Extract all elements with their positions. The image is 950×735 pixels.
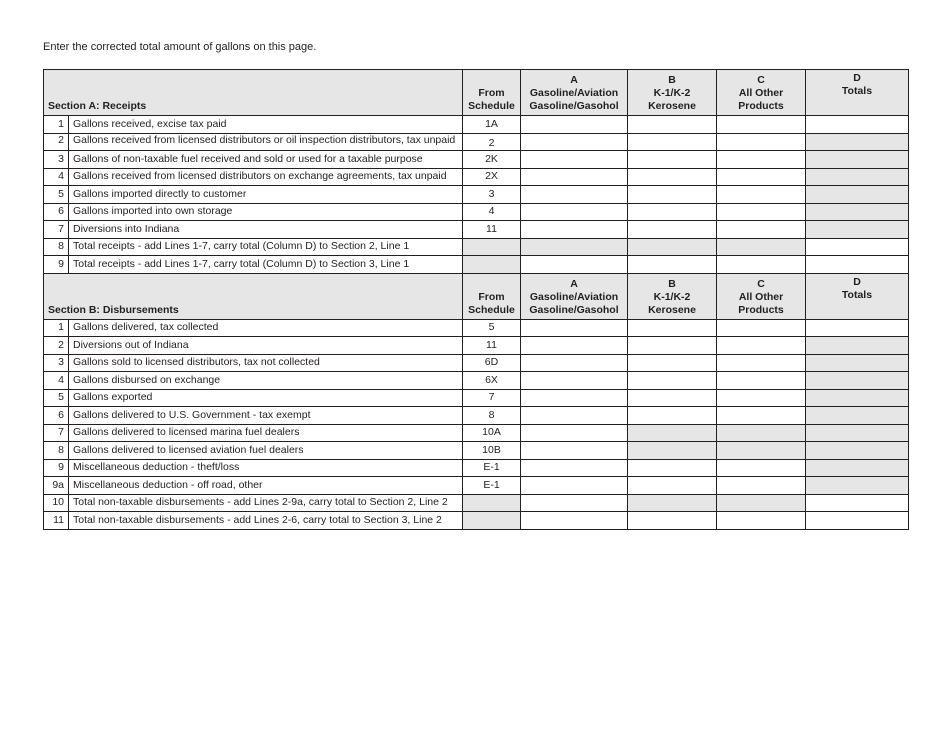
- column-a-amount-field[interactable]: [521, 389, 628, 407]
- line-number: 4: [44, 168, 69, 186]
- column-c-amount-field[interactable]: [717, 116, 806, 134]
- schedule-cell: E-1: [463, 477, 521, 495]
- column-a-header-line: A: [570, 74, 578, 86]
- line-number: 9: [44, 256, 69, 274]
- column-b-amount-field[interactable]: [628, 512, 717, 530]
- column-d-header-line: Totals: [841, 85, 873, 97]
- column-b-amount-field[interactable]: [628, 221, 717, 239]
- line-number: 9: [44, 459, 69, 477]
- column-c-amount-field[interactable]: [717, 203, 806, 221]
- schedule-cell: 5: [463, 319, 521, 337]
- section-a-row-9: [44, 256, 909, 274]
- section-a-row-2: [44, 133, 909, 151]
- column-a-header-line: Gasoline/Aviation: [529, 87, 619, 99]
- column-c-amount-field[interactable]: [717, 168, 806, 186]
- column-b-amount-field[interactable]: [628, 459, 717, 477]
- line-number: 3: [44, 354, 69, 372]
- section-a-column-a-header: [521, 70, 628, 116]
- column-a-amount-field[interactable]: [521, 116, 628, 134]
- schedule-cell: 2: [463, 133, 521, 151]
- column-a-header-line: Gasoline/Gasohol: [529, 100, 619, 112]
- line-description: Total receipts - add Lines 1-7, carry total (Column D) to Section 2, Line 1: [69, 238, 463, 256]
- section-b-row-2: [44, 337, 909, 355]
- column-d-amount-field: [806, 424, 909, 442]
- column-d-amount-field: [806, 477, 909, 495]
- line-number: 1: [44, 319, 69, 337]
- schedule-cell: 7: [463, 389, 521, 407]
- column-d-header-line: D: [853, 72, 861, 84]
- column-c-amount-field[interactable]: [717, 337, 806, 355]
- column-b-amount-field[interactable]: [628, 168, 717, 186]
- column-d-amount-field: [806, 407, 909, 425]
- column-b-amount-field[interactable]: [628, 186, 717, 204]
- column-d-amount-field[interactable]: [806, 494, 909, 512]
- section-b-title: Section B: Disbursements: [44, 273, 463, 319]
- column-a-amount-field[interactable]: [521, 256, 628, 274]
- column-c-header-line: All Other: [738, 87, 784, 99]
- column-a-amount-field[interactable]: [521, 442, 628, 460]
- column-b-amount-field[interactable]: [628, 337, 717, 355]
- column-b-header-line: B: [668, 74, 676, 86]
- column-d-header-line: Totals: [841, 288, 873, 301]
- line-number: 8: [44, 238, 69, 256]
- column-c-amount-field[interactable]: [717, 407, 806, 425]
- column-a-amount-field[interactable]: [521, 424, 628, 442]
- schedule-cell: [463, 256, 521, 274]
- section-a-row-3: [44, 151, 909, 169]
- section-a-title: Section A: Receipts: [44, 70, 463, 116]
- section-b-row-4: [44, 372, 909, 390]
- column-b-amount-field[interactable]: [628, 116, 717, 134]
- section-b-row-7: [44, 424, 909, 442]
- schedule-cell: [463, 512, 521, 530]
- column-a-header-line: A: [570, 277, 578, 290]
- column-a-amount-field[interactable]: [521, 494, 628, 512]
- line-description: Miscellaneous deduction - theft/loss: [69, 459, 463, 477]
- column-d-amount-field[interactable]: [806, 116, 909, 134]
- line-number: 9a: [44, 477, 69, 495]
- column-a-amount-field[interactable]: [521, 477, 628, 495]
- column-c-amount-field: [717, 238, 806, 256]
- schedule-cell: 3: [463, 186, 521, 204]
- section-a-row-5: [44, 186, 909, 204]
- line-description: Gallons received from licensed distributors on exchange agreements, tax unpaid: [69, 168, 463, 186]
- column-c-amount-field[interactable]: [717, 256, 806, 274]
- column-a-amount-field[interactable]: [521, 459, 628, 477]
- line-number: 5: [44, 389, 69, 407]
- schedule-cell: 6X: [463, 372, 521, 390]
- schedule-cell: 11: [463, 337, 521, 355]
- section-b-row-11: [44, 512, 909, 530]
- column-a-amount-field[interactable]: [521, 221, 628, 239]
- column-b-header-line: K-1/K-2: [653, 290, 691, 303]
- column-c-amount-field[interactable]: [717, 319, 806, 337]
- column-d-amount-field[interactable]: [806, 256, 909, 274]
- column-d-amount-field: [806, 459, 909, 477]
- line-number: 2: [44, 133, 69, 151]
- section-a-column-c-header: [717, 70, 806, 116]
- line-description: Gallons received from licensed distributors or oil inspection distributors, tax unpaid: [69, 133, 463, 151]
- column-c-amount-field: [717, 442, 806, 460]
- from-schedule-header-line: Schedule: [468, 303, 515, 316]
- section-b-column-a-header: [521, 273, 628, 319]
- section-b-row-1: [44, 319, 909, 337]
- schedule-cell: 4: [463, 203, 521, 221]
- section-b-column-b-header: [628, 273, 717, 319]
- column-c-amount-field[interactable]: [717, 133, 806, 151]
- section-b-row-10: [44, 494, 909, 512]
- column-a-header-line: Gasoline/Aviation: [529, 290, 619, 303]
- line-number: 5: [44, 186, 69, 204]
- column-d-amount-field: [806, 221, 909, 239]
- column-a-amount-field[interactable]: [521, 168, 628, 186]
- section-a-row-8: [44, 238, 909, 256]
- column-a-amount-field[interactable]: [521, 186, 628, 204]
- section-a-column-d-header: [806, 70, 909, 116]
- column-a-amount-field[interactable]: [521, 372, 628, 390]
- column-c-amount-field[interactable]: [717, 512, 806, 530]
- section-a-row-7: [44, 221, 909, 239]
- section-b-from-schedule-header: [463, 273, 521, 319]
- line-number: 4: [44, 372, 69, 390]
- column-a-header-line: Gasoline/Gasohol: [529, 303, 619, 316]
- section-b-row-6: [44, 407, 909, 425]
- column-c-amount-field[interactable]: [717, 477, 806, 495]
- column-d-header-line: D: [853, 275, 861, 288]
- column-c-amount-field[interactable]: [717, 354, 806, 372]
- column-c-header-line: C: [757, 74, 765, 86]
- schedule-cell: 2X: [463, 168, 521, 186]
- line-description: Gallons exported: [69, 389, 463, 407]
- column-c-header-line: C: [757, 277, 765, 290]
- section-b-column-c-header: [717, 273, 806, 319]
- line-description: Total receipts - add Lines 1-7, carry total (Column D) to Section 3, Line 1: [69, 256, 463, 274]
- column-a-amount-field[interactable]: [521, 151, 628, 169]
- line-description: Gallons imported directly to customer: [69, 186, 463, 204]
- line-description: Gallons delivered to licensed marina fuel dealers: [69, 424, 463, 442]
- from-schedule-header-line: Schedule: [468, 100, 515, 112]
- column-a-amount-field: [521, 238, 628, 256]
- column-d-amount-field: [806, 133, 909, 151]
- line-description: Gallons of non-taxable fuel received and sold or used for a taxable purpose: [69, 151, 463, 169]
- line-description: Gallons delivered to licensed aviation fuel dealers: [69, 442, 463, 460]
- column-b-amount-field[interactable]: [628, 354, 717, 372]
- schedule-cell: 11: [463, 221, 521, 239]
- section-b-column-d-header: [806, 273, 909, 319]
- column-b-header-line: K-1/K-2: [653, 87, 691, 99]
- schedule-cell: E-1: [463, 459, 521, 477]
- line-number: 6: [44, 407, 69, 425]
- column-b-amount-field[interactable]: [628, 133, 717, 151]
- line-description: Gallons disbursed on exchange: [69, 372, 463, 390]
- column-b-amount-field[interactable]: [628, 407, 717, 425]
- line-description: Gallons received, excise tax paid: [69, 116, 463, 134]
- line-description: Gallons sold to licensed distributors, tax not collected: [69, 354, 463, 372]
- column-b-amount-field[interactable]: [628, 389, 717, 407]
- column-c-amount-field: [717, 424, 806, 442]
- column-b-amount-field[interactable]: [628, 256, 717, 274]
- column-d-amount-field: [806, 168, 909, 186]
- column-a-amount-field[interactable]: [521, 319, 628, 337]
- column-b-amount-field[interactable]: [628, 319, 717, 337]
- column-c-amount-field[interactable]: [717, 459, 806, 477]
- section-b-row-9a: [44, 477, 909, 495]
- schedule-cell: 6D: [463, 354, 521, 372]
- schedule-cell: [463, 494, 521, 512]
- section-a-row-4: [44, 168, 909, 186]
- line-description: Diversions out of Indiana: [69, 337, 463, 355]
- section-b-header-row: [44, 273, 909, 319]
- column-d-amount-field: [806, 337, 909, 355]
- line-number: 8: [44, 442, 69, 460]
- line-description: Total non-taxable disbursements - add Lines 2-9a, carry total to Section 2, Line 2: [69, 494, 463, 512]
- line-description: Miscellaneous deduction - off road, other: [69, 477, 463, 495]
- from-schedule-header-line: From: [478, 87, 505, 99]
- column-b-amount-field[interactable]: [628, 151, 717, 169]
- section-b-row-9: [44, 459, 909, 477]
- line-description: Total non-taxable disbursements - add Lines 2-6, carry total to Section 3, Line 2: [69, 512, 463, 530]
- line-number: 10: [44, 494, 69, 512]
- column-c-header-line: All Other: [738, 290, 784, 303]
- column-b-amount-field: [628, 424, 717, 442]
- column-b-header-line: Kerosene: [648, 303, 696, 316]
- column-b-amount-field[interactable]: [628, 372, 717, 390]
- column-d-amount-field: [806, 442, 909, 460]
- schedule-cell: 10A: [463, 424, 521, 442]
- column-d-amount-field[interactable]: [806, 238, 909, 256]
- line-number: 7: [44, 221, 69, 239]
- section-b-row-5: [44, 389, 909, 407]
- column-b-amount-field[interactable]: [628, 477, 717, 495]
- column-c-amount-field[interactable]: [717, 221, 806, 239]
- line-number: 3: [44, 151, 69, 169]
- section-a-row-6: [44, 203, 909, 221]
- column-b-header-line: B: [668, 277, 676, 290]
- column-d-amount-field: [806, 389, 909, 407]
- column-b-amount-field: [628, 494, 717, 512]
- section-b-row-3: [44, 354, 909, 372]
- column-c-amount-field[interactable]: [717, 186, 806, 204]
- line-description: Gallons delivered, tax collected: [69, 319, 463, 337]
- line-number: 1: [44, 116, 69, 134]
- column-a-amount-field[interactable]: [521, 407, 628, 425]
- column-c-header-line: Products: [738, 100, 784, 112]
- gallons-form-table: [43, 69, 909, 530]
- column-a-amount-field[interactable]: [521, 512, 628, 530]
- column-b-amount-field: [628, 238, 717, 256]
- column-d-amount-field[interactable]: [806, 512, 909, 530]
- section-a-row-1: [44, 116, 909, 134]
- column-c-amount-field: [717, 494, 806, 512]
- column-c-amount-field[interactable]: [717, 151, 806, 169]
- line-number: 7: [44, 424, 69, 442]
- schedule-cell: [463, 238, 521, 256]
- section-a-column-b-header: [628, 70, 717, 116]
- column-b-amount-field[interactable]: [628, 203, 717, 221]
- section-b-row-8: [44, 442, 909, 460]
- section-a-from-schedule-header: [463, 70, 521, 116]
- schedule-cell: 1A: [463, 116, 521, 134]
- schedule-cell: 2K: [463, 151, 521, 169]
- schedule-cell: 8: [463, 407, 521, 425]
- column-d-amount-field: [806, 372, 909, 390]
- column-d-amount-field[interactable]: [806, 319, 909, 337]
- line-description: Gallons delivered to U.S. Government - tax exempt: [69, 407, 463, 425]
- line-number: 2: [44, 337, 69, 355]
- column-a-amount-field[interactable]: [521, 354, 628, 372]
- column-c-amount-field[interactable]: [717, 372, 806, 390]
- column-c-amount-field[interactable]: [717, 389, 806, 407]
- column-b-header-line: Kerosene: [648, 100, 696, 112]
- column-a-amount-field[interactable]: [521, 337, 628, 355]
- line-description: Diversions into Indiana: [69, 221, 463, 239]
- intro-text: Enter the corrected total amount of gallons on this page.: [43, 41, 317, 53]
- column-d-amount-field: [806, 203, 909, 221]
- column-d-amount-field: [806, 186, 909, 204]
- column-a-amount-field[interactable]: [521, 133, 628, 151]
- column-d-amount-field: [806, 354, 909, 372]
- line-description: Gallons imported into own storage: [69, 203, 463, 221]
- column-c-header-line: Products: [738, 303, 784, 316]
- line-number: 11: [44, 512, 69, 530]
- column-b-amount-field: [628, 442, 717, 460]
- line-number: 6: [44, 203, 69, 221]
- from-schedule-header-line: From: [478, 290, 505, 303]
- column-a-amount-field[interactable]: [521, 203, 628, 221]
- column-d-amount-field: [806, 151, 909, 169]
- section-a-header-row: [44, 70, 909, 116]
- schedule-cell: 10B: [463, 442, 521, 460]
